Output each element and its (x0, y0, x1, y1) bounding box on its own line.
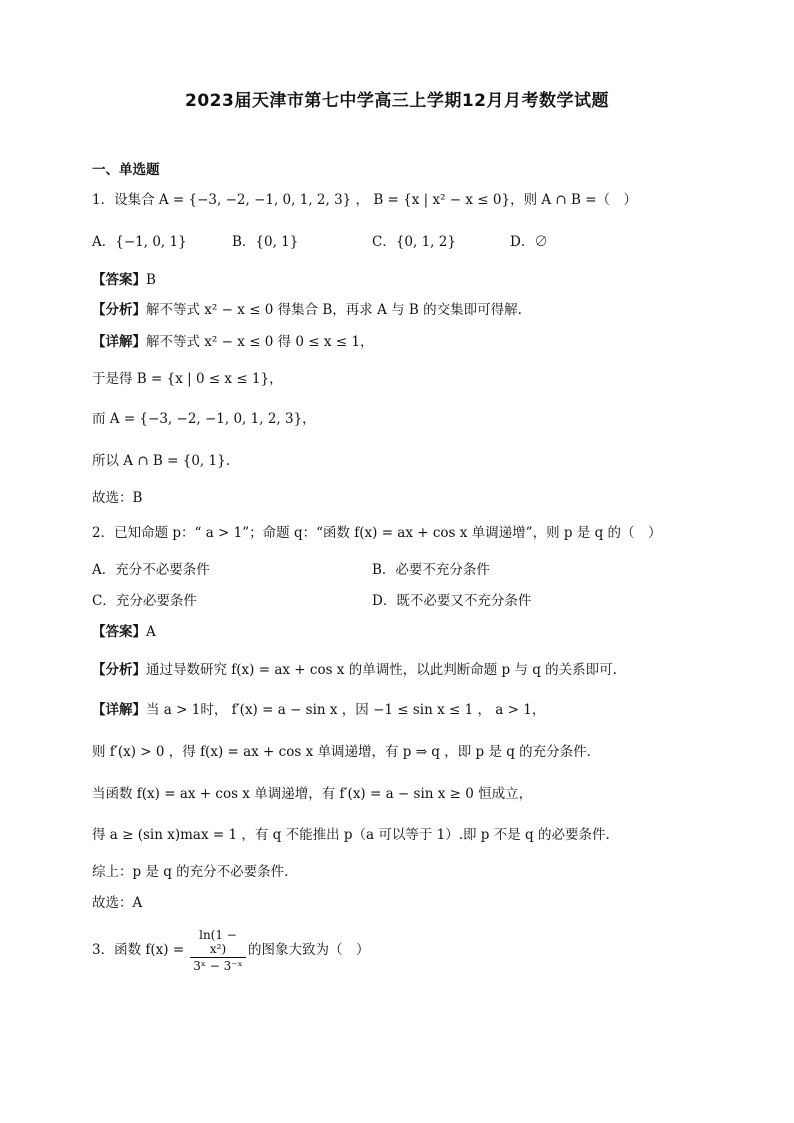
answer-tag: 【答案】 (92, 272, 146, 288)
q2-answer-value: A (146, 624, 156, 640)
q2-option-d: D．既不必要又不充分条件 (372, 593, 532, 609)
section-heading: 一、单选题 (92, 162, 160, 178)
q2-detail-line-1: 则 f′(x) > 0 ，得 f(x) = ax + cos x 单调递增，有 p ⇒ q ，即 p 是 q 的充分条件. (92, 744, 591, 760)
q2-summary: 综上：p 是 q 的充分不必要条件. (92, 864, 289, 880)
q3-numerator: ln(1 − x²) (190, 928, 246, 958)
q1-analysis-text: 解不等式 x² − x ≤ 0 得集合 B，再求 A 与 B 的交集即可得解. (146, 302, 522, 318)
q2-answer (92, 622, 156, 642)
q1-detail-text: 解不等式 x² − x ≤ 0 得 0 ≤ x ≤ 1， (146, 334, 374, 350)
q2-analysis-text: 通过导数研究 f(x) = ax + cos x 的单调性，以此判断命题 p 与 q 的关系即可. (146, 662, 617, 678)
q3-stem-prefix: 3．函数 f(x) = (92, 942, 185, 958)
q1-option-d: D．∅ (510, 234, 548, 250)
q2-option-c: C．充分必要条件 (92, 593, 197, 609)
q2-conclusion: 故选：A (92, 895, 143, 911)
page-title: 2023届天津市第七中学高三上学期12月月考数学试题 (185, 91, 609, 111)
q1-analysis (92, 300, 522, 320)
q1-stem: 1．设集合 A = {−3, −2, −1, 0, 1, 2, 3} ， B = {x | x² − x ≤ 0}，则 A ∩ B =（ ） (92, 192, 638, 208)
q1-option-b: B．{0, 1} (232, 234, 299, 250)
answer-tag: 【答案】 (92, 624, 146, 640)
q2-detail-line-3: 得 a ≥ (sin x)max = 1 ，有 q 不能推出 p（a 可以等于 1）.即 p 不是 q 的必要条件. (92, 827, 610, 843)
q2-option-b: B．必要不充分条件 (372, 562, 490, 578)
detail-tag: 【详解】 (92, 334, 146, 350)
q2-analysis (92, 660, 617, 680)
q1-conclusion: 故选：B (92, 490, 143, 506)
q3-stem-suffix: 的图象大致为（ ） (248, 942, 370, 958)
detail-tag: 【详解】 (92, 702, 146, 718)
q1-detail-line-3: 所以 A ∩ B = {0, 1}. (92, 453, 230, 469)
q2-detail-line-2: 当函数 f(x) = ax + cos x 单调递增，有 f′(x) = a − sin x ≥ 0 恒成立， (92, 786, 533, 802)
q1-answer-value: B (146, 272, 156, 288)
q1-detail-line-1: 于是得 B = {x | 0 ≤ x ≤ 1}， (92, 371, 283, 387)
q2-detail-text: 当 a > 1时， f′(x) = a − sin x ，因 −1 ≤ sin x ≤ 1 ， a > 1， (146, 702, 546, 718)
q2-option-a: A．充分不必要条件 (92, 562, 210, 578)
q1-detail-line-2: 而 A = {−3, −2, −1, 0, 1, 2, 3}， (92, 411, 316, 427)
q1-answer (92, 270, 156, 290)
analysis-tag: 【分析】 (92, 302, 146, 318)
q1-option-a: A．{−1, 0, 1} (92, 234, 187, 250)
q2-stem: 2．已知命题 p：“ a > 1”；命题 q：“函数 f(x) = ax + cos x 单调递增”，则 p 是 q 的（ ） (92, 525, 662, 541)
q2-detail (92, 700, 545, 720)
analysis-tag: 【分析】 (92, 662, 146, 678)
q1-detail (92, 332, 373, 352)
q3-denominator: 3ˣ − 3⁻ˣ (193, 959, 243, 973)
q1-option-c: C．{0, 1, 2} (372, 234, 456, 250)
q3-fraction (190, 928, 246, 973)
